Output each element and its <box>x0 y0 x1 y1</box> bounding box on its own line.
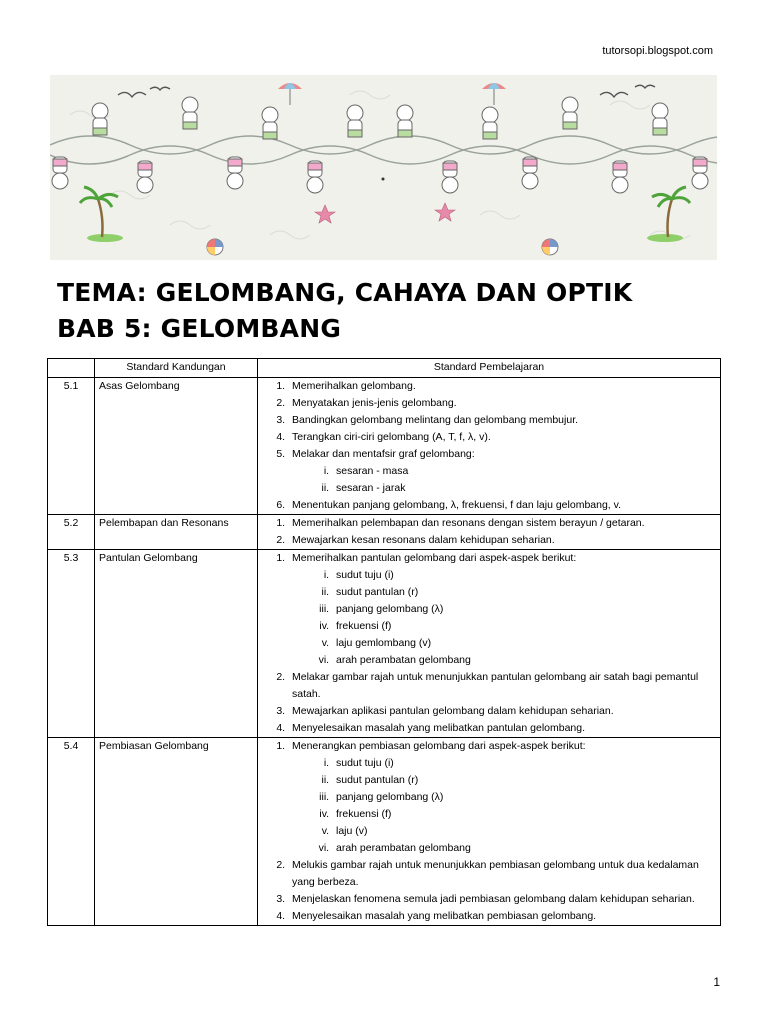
list-item-text: Terangkan ciri-ciri gelombang (A, T, f, λ, v). <box>292 431 491 443</box>
list-item-text: Melukis gambar rajah untuk menunjukkan pembiasan gelombang untuk dua kedalaman yang berbeza. <box>292 859 699 888</box>
umbrella-icon <box>278 83 506 105</box>
column-header-standard-kandungan: Standard Kandungan <box>95 359 258 378</box>
list-item-text: Memerihalkan pantulan gelombang dari aspek-aspek berikut: <box>292 552 577 564</box>
standard-pembelajaran-cell <box>258 515 721 550</box>
sub-list <box>292 463 716 497</box>
banner-illustration <box>50 75 717 260</box>
list-item <box>288 378 716 395</box>
column-header-standard-pembelajaran: Standard Pembelajaran <box>258 359 721 378</box>
bear-row-bottom <box>52 157 708 193</box>
list-item <box>288 738 716 857</box>
list-item-text: Mewajarkan aplikasi pantulan gelombang dalam kehidupan seharian. <box>292 705 614 717</box>
standard-kandungan-cell: Pembiasan Gelombang <box>95 738 258 926</box>
standard-kandungan-cell: Pelembapan dan Resonans <box>95 515 258 550</box>
section-number: 5.1 <box>48 378 95 515</box>
sub-list <box>292 755 716 857</box>
table-row <box>48 378 721 515</box>
sub-list-item: i. sudut tuju (i) <box>332 567 716 584</box>
learning-standard-list <box>262 515 716 549</box>
table-body <box>48 378 721 926</box>
list-item <box>288 497 716 514</box>
standard-pembelajaran-cell <box>258 550 721 738</box>
bear-row-top <box>92 97 668 139</box>
beach-ball-icon <box>207 239 558 255</box>
section-number: 5.3 <box>48 550 95 738</box>
palm-tree-icon <box>80 187 690 242</box>
page-title-chapter: BAB 5: GELOMBANG <box>57 314 342 343</box>
site-url: tutorsopi.blogspot.com <box>602 45 713 57</box>
list-item <box>288 908 716 925</box>
seagull-icon <box>118 85 655 97</box>
table-row <box>48 515 721 550</box>
sub-list-item: vi. arah perambatan gelombang <box>332 840 716 857</box>
list-item-text: Mewajarkan kesan resonans dalam kehidupan seharian. <box>292 534 555 546</box>
list-item-text: Menyelesaikan masalah yang melibatkan pembiasan gelombang. <box>292 910 597 922</box>
sub-list-item: iv. frekuensi (f) <box>332 618 716 635</box>
page-title-theme: TEMA: GELOMBANG, CAHAYA DAN OPTIK <box>57 278 633 307</box>
list-item <box>288 669 716 703</box>
syllabus-table <box>47 358 721 926</box>
standard-kandungan-cell: Pantulan Gelombang <box>95 550 258 738</box>
list-item-text: Menjelaskan fenomena semula jadi pembiasan gelombang dalam kehidupan seharian. <box>292 893 695 905</box>
list-item-text: Memerihalkan pelembapan dan resonans dengan sistem berayun / getaran. <box>292 517 645 529</box>
learning-standard-list <box>262 550 716 737</box>
section-number: 5.2 <box>48 515 95 550</box>
table-header-row <box>48 359 721 378</box>
standard-pembelajaran-cell <box>258 378 721 515</box>
table-row <box>48 550 721 738</box>
sub-list-item: i. sesaran - masa <box>332 463 716 480</box>
sub-list-item: iii. panjang gelombang (λ) <box>332 789 716 806</box>
learning-standard-list <box>262 378 716 514</box>
list-item-text: Menyatakan jenis-jenis gelombang. <box>292 397 457 409</box>
list-item <box>288 703 716 720</box>
list-item-text: Melakar gambar rajah untuk menunjukkan pantulan gelombang air satah bagi pemantul satah. <box>292 671 699 700</box>
list-item <box>288 429 716 446</box>
list-item-text: Menyelesaikan masalah yang melibatkan pantulan gelombang. <box>292 722 586 734</box>
sub-list-item: iv. frekuensi (f) <box>332 806 716 823</box>
list-item <box>288 532 716 549</box>
list-item <box>288 857 716 891</box>
standard-pembelajaran-cell <box>258 738 721 926</box>
sub-list-item: v. laju (v) <box>332 823 716 840</box>
standard-kandungan-cell: Asas Gelombang <box>95 378 258 515</box>
list-item-text: Bandingkan gelombang melintang dan gelombang membujur. <box>292 414 579 426</box>
list-item-text: Memerihalkan gelombang. <box>292 380 416 392</box>
table-row <box>48 738 721 926</box>
sub-list-item: ii. sudut pantulan (r) <box>332 772 716 789</box>
sub-list-item: v. laju gemlombang (v) <box>332 635 716 652</box>
list-item <box>288 515 716 532</box>
starfish-icon <box>315 203 455 223</box>
decorative-banner <box>50 75 717 260</box>
sub-list <box>292 567 716 669</box>
sub-list-item: i. sudut tuju (i) <box>332 755 716 772</box>
list-item <box>288 550 716 669</box>
list-item <box>288 395 716 412</box>
list-item-text: Menentukan panjang gelombang, λ, frekuensi, f dan laju gelombang, v. <box>292 499 622 511</box>
sub-list-item: iii. panjang gelombang (λ) <box>332 601 716 618</box>
list-item <box>288 412 716 429</box>
list-item <box>288 446 716 497</box>
sub-list-item: vi. arah perambatan gelombang <box>332 652 716 669</box>
section-number: 5.4 <box>48 738 95 926</box>
list-item-text: Menerangkan pembiasan gelombang dari aspek-aspek berikut: <box>292 740 586 752</box>
sub-list-item: ii. sesaran - jarak <box>332 480 716 497</box>
learning-standard-list <box>262 738 716 925</box>
sub-list-item: ii. sudut pantulan (r) <box>332 584 716 601</box>
page-number: 1 <box>713 975 720 989</box>
column-header-number <box>48 359 95 378</box>
list-item-text: Melakar dan mentafsir graf gelombang: <box>292 448 475 460</box>
list-item <box>288 891 716 908</box>
list-item <box>288 720 716 737</box>
